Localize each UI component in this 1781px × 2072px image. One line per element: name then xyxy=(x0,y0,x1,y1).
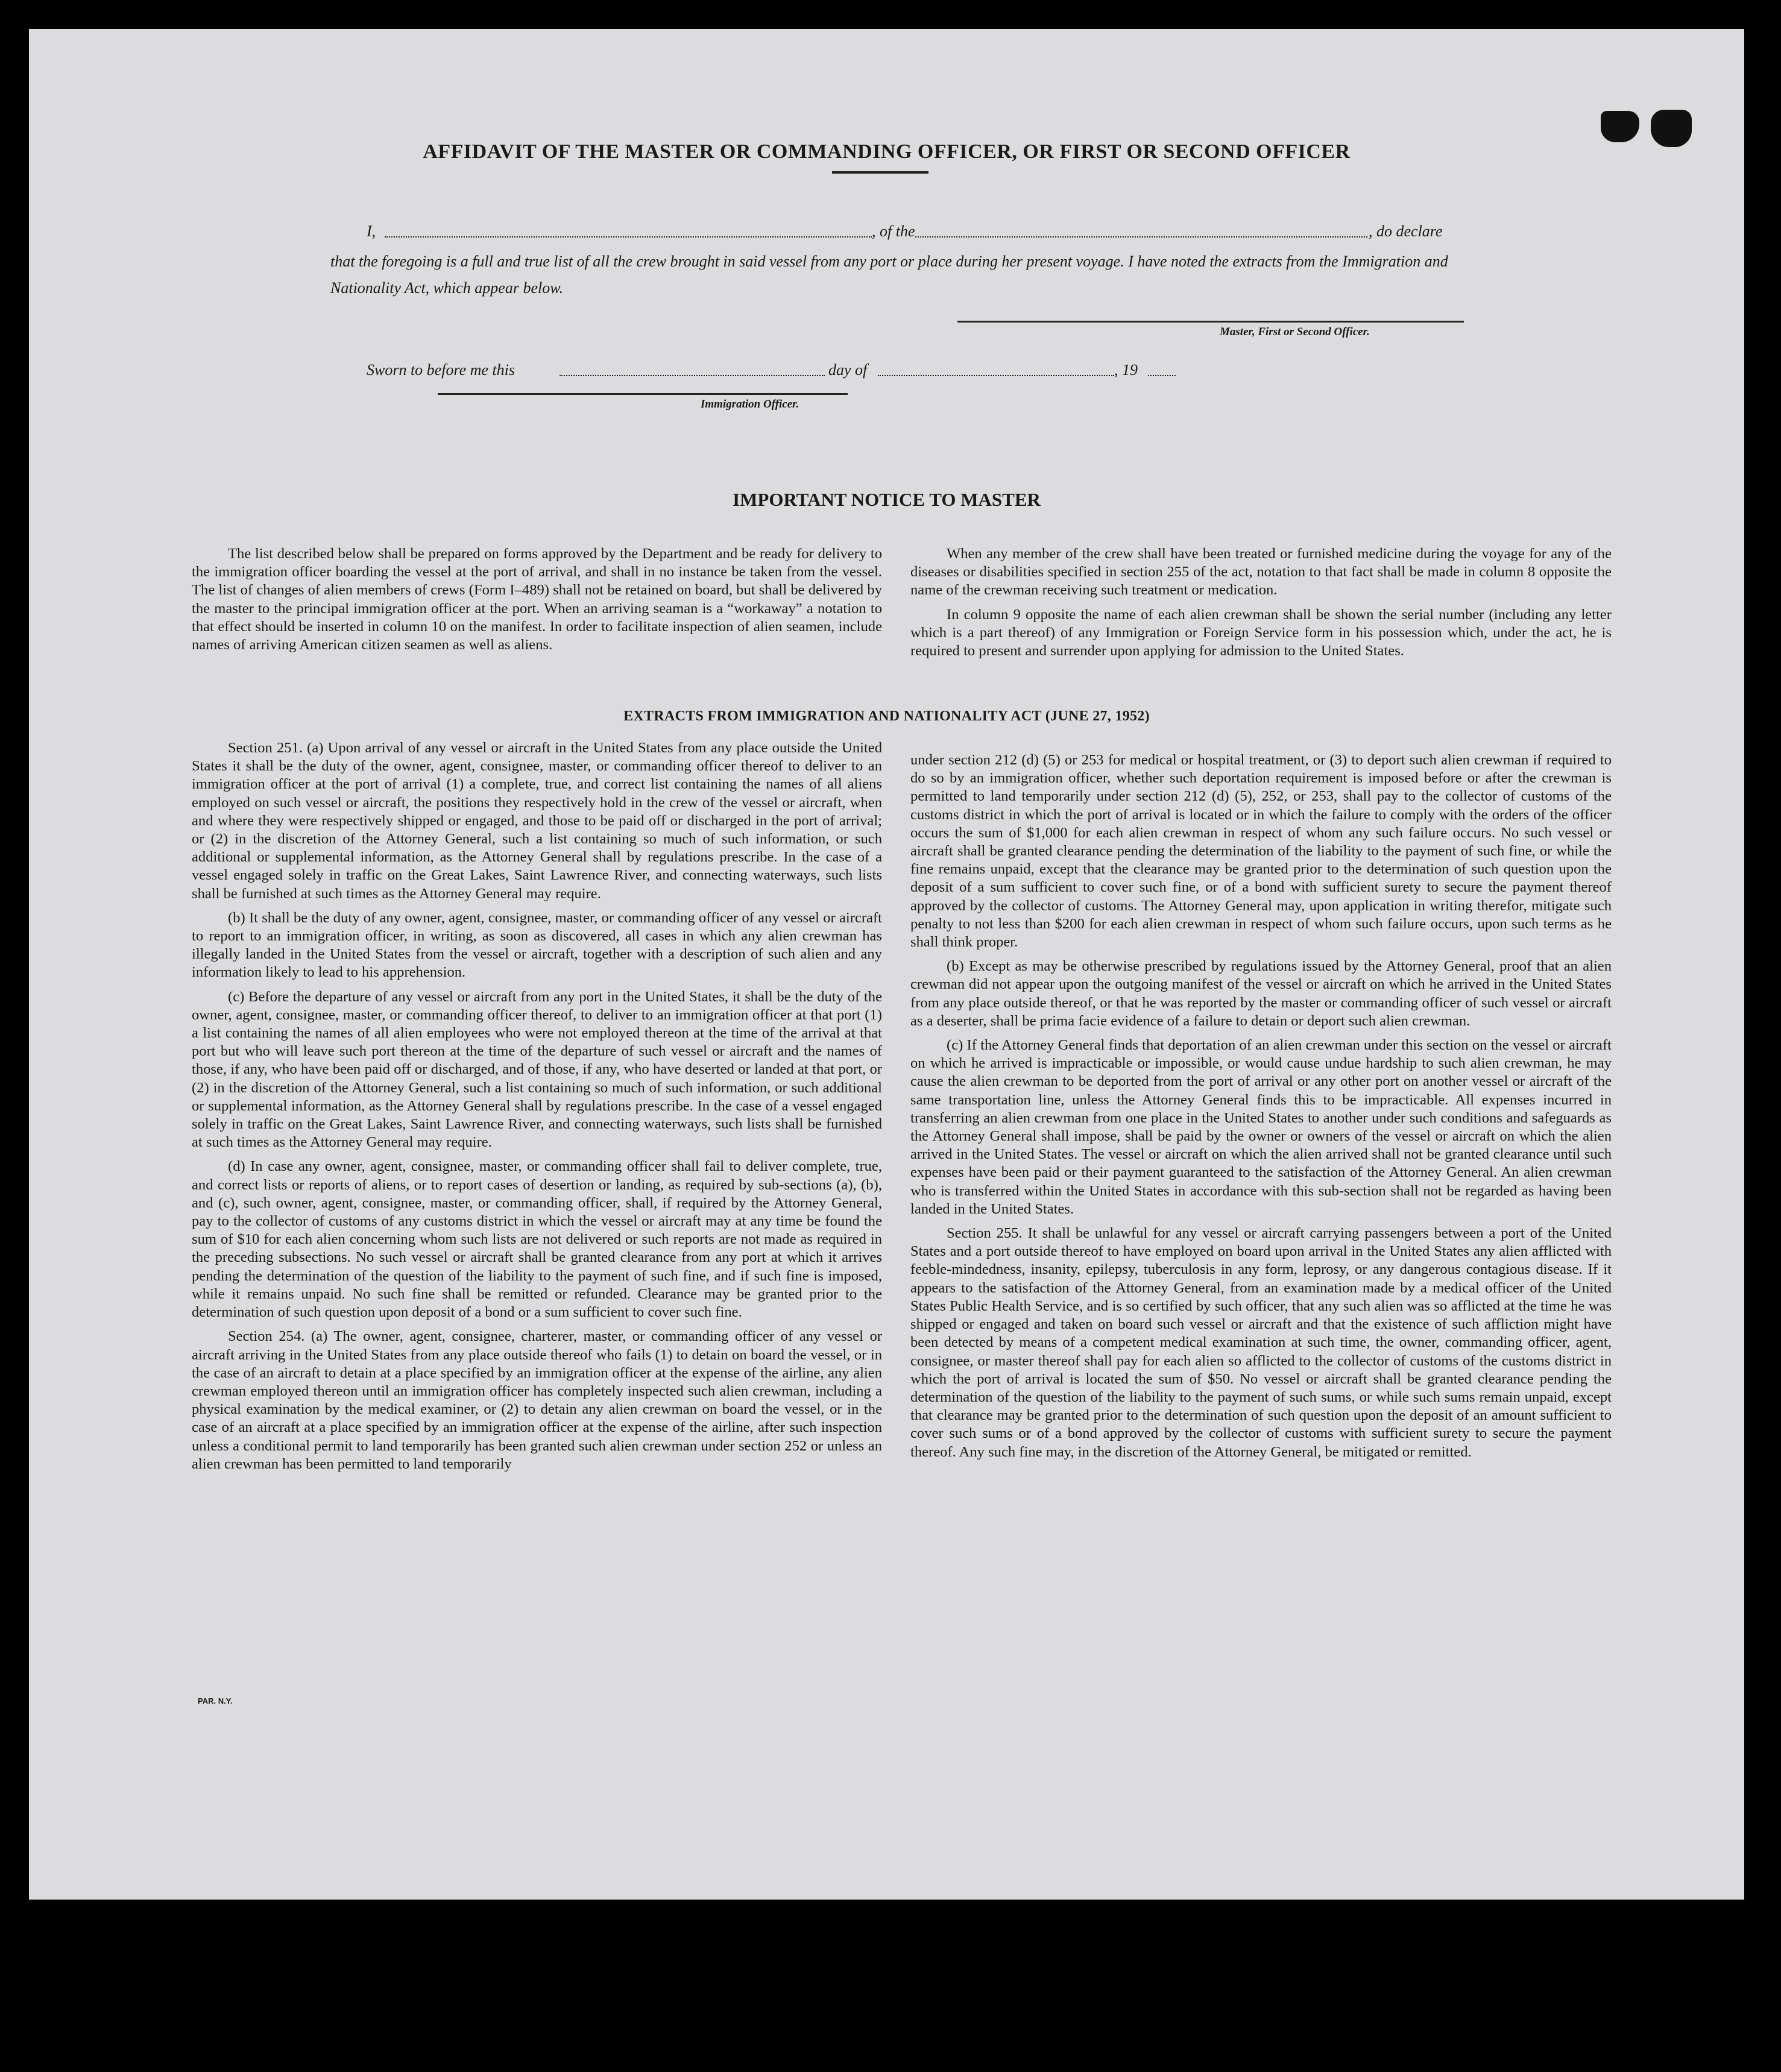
notice-paragraph: In column 9 opposite the name of each alien crewman shall be shown the serial number (including any letter which is a part thereof) of any Immigration or Foreign Service form in his possession which, under the act, he is required to present and surrender upon applying for admission to the United States. xyxy=(910,606,1612,660)
notice-left-column xyxy=(192,545,882,660)
name-blank[interactable] xyxy=(385,236,872,238)
notice-paragraph: When any member of the crew shall have been treated or furnished medicine during the voyage for any of the diseases or disabilities specified in section 255 of the act, notation to that fact shall be made in column 8 opposite the name of the crewman receiving such treatment or medication. xyxy=(910,546,1612,599)
declaration-do-declare-label: , do declare xyxy=(1369,222,1443,240)
notice-right-column xyxy=(910,545,1612,666)
document-page xyxy=(29,29,1744,1900)
officer-caption: Master, First or Second Officer. xyxy=(1220,326,1370,338)
section-paragraph: (b) It shall be the duty of any owner, agent, consignee, master, or commanding officer of any vessel or aircraft to report to an immigration officer, in writing, as soon as discovered, all cases in which any alien crewman has illegally landed in the United States from the vessel or aircraft, together with a description of such alien and any information likely to lead to his apprehension. xyxy=(192,909,882,981)
section-paragraph: under section 212 (d) (5) or 253 for medical or hospital treatment, or (3) to deport such alien crewman if required to do so by an immigration officer, whether such deportation requirement is imposed before or after the crewman is permitted to land temporarily under section 212 (d) (5), 252, or 253, shall pay to the collector of customs of the customs district in which the port of arrival is located or in which the failure to comply with the orders of the officer occurs the sum of $1,000 for each alien crewman in respect of whom any such failure occurs. No such vessel or aircraft shall be granted clearance pending the determination of the liability to the payment of such fine, or while the fine remains unpaid, except that the clearance may be granted prior to the determination of such question upon the deposit of a sum sufficient to cover such fine, or of a bond with sufficient surety to secure the payment thereof approved by the collector of customs. The Attorney General may, upon application in writing therefor, mitigate such penalty to not less than $200 for each alien crewman in respect of whom such failure occurs, upon such terms as he shall think proper. xyxy=(910,752,1612,951)
sworn-year-blank[interactable] xyxy=(1148,375,1176,376)
extracts-left-column xyxy=(192,739,882,1479)
extracts-title: EXTRACTS FROM IMMIGRATION AND NATIONALITY ACT (JUNE 27, 1952) xyxy=(623,708,1150,724)
sworn-label: Sworn to before me this xyxy=(367,361,515,379)
immigration-caption: Immigration Officer. xyxy=(701,398,799,411)
immigration-signature-line[interactable] xyxy=(438,393,848,395)
affidavit-title: AFFIDAVIT OF THE MASTER OR COMMANDING OFFICER, OR FIRST OR SECOND OFFICER xyxy=(423,140,1351,163)
section-paragraph: (c) Before the departure of any vessel or aircraft from any port in the United States, it shall be the duty of the owner, agent, consignee, master, or commanding officer thereof, to deliver to an immigration officer at that port (1) a list containing the names of all alien employees who were not employed thereon at the time of the arrival at that port but who will leave such port thereon at the time of the departure of such vessel or aircraft and the names of those, if any, who have been paid off or discharged, and of those, if any, who have deserted or landed at that port, or (2) in the discretion of the Attorney General, such a list containing so much of such information, or such additional or supplemental information, as the Attorney General shall by regulations prescribe. In the case of a vessel engaged solely in traffic on the Great Lakes, Saint Lawrence River, and connecting waterways, such lists shall be furnished at such times as the Attorney General may require. xyxy=(192,988,882,1151)
year-label: , 19 xyxy=(1114,361,1138,379)
punch-hole xyxy=(1601,111,1639,142)
section-paragraph: (b) Except as may be otherwise prescribed by regulations issued by the Attorney General, proof that an alien crewman did not appear upon the outgoing manifest of the vessel or aircraft on which he arrived in the United States from any place outside thereof, or that he was reported by the master or commanding officer of such vessel or aircraft as a deserter, shall be prima facie evidence of a failure to detain or deport such alien crewman. xyxy=(910,958,1612,1029)
notice-paragraph: The list described below shall be prepared on forms approved by the Department and be ready for delivery to the immigration officer boarding the vessel at the port of arrival, and shall in no instance be taken from the vessel. The list of changes of alien members of crews (Form I–489) shall not be retained on board, but shall be delivered by the master to the principal immigration officer at the port. When an arriving seaman is a “workaway” a notation to that effect should be inserted in column 10 on the manifest. In order to facilitate inspection of alien seamen, include names of arriving American citizen seamen as well as aliens. xyxy=(192,546,882,653)
declaration-text: that the foregoing is a full and true list of all the crew brought in said vessel from any port or place during her present voyage. I have noted the extracts from the Immigration and Nationality Act, which appear below. xyxy=(330,253,1448,297)
notice-title: IMPORTANT NOTICE TO MASTER xyxy=(733,489,1041,510)
vessel-blank[interactable] xyxy=(915,236,1367,238)
declaration-i-label: I, xyxy=(367,222,376,240)
declaration-of-the-label: , of the xyxy=(872,222,915,240)
section-paragraph: Section 255. It shall be unlawful for any vessel or aircraft carrying passengers between a port of the United States and a port outside thereof to have employed on board upon arrival in the United States any alien afflicted with feeble-mindedness, insanity, epilepsy, tuberculosis in any form, leprosy, or any dangerous contagious disease. If it appears to the satisfaction of the Attorney General, from an examination made by a medical officer of the United States Public Health Service, and is so certified by such officer, that any such alien was so afflicted at the time he was shipped or engaged and taken on board such vessel or aircraft and that the existence of such affliction might have been detected by means of a competent medical examination at such time, the owner, commanding officer, agent, consignee, or master thereof shall pay for each alien so afflicted to the collector of customs of the customs district in which the port of arrival is located the sum of $50. No vessel or aircraft shall be granted clearance pending the determination of the question of the liability to the payment of such sums, or while such sums remain unpaid, except that clearance may be granted prior to the determination of such question upon the deposit of an amount sufficient to cover such sums or of a bond approved by the collector of customs with sufficient surety to secure the payment thereof. Any such fine may, in the discretion of the Attorney General, be mitigated or remitted. xyxy=(910,1225,1612,1460)
sworn-day-blank[interactable] xyxy=(560,375,825,376)
day-of-label: day of xyxy=(828,361,868,379)
section-paragraph: Section 251. (a) Upon arrival of any vessel or aircraft in the United States from any place outside the United States it shall be the duty of the owner, agent, consignee, master, or commanding officer thereof to deliver to an immigration officer at the port of arrival (1) a complete, true, and correct list containing the names of all aliens employed on such vessel or aircraft, the positions they respectively hold in the crew of the vessel or aircraft, when and where they were respectively shipped or engaged, and those to be paid off or discharged in the port of arrival; or (2) in the discretion of the Attorney General, such a list containing so much of such information, or such additional or supplemental information, as the Attorney General shall by regulations prescribe. In the case of a vessel engaged solely in traffic on the Great Lakes, Saint Lawrence River, and connecting waterways, such lists shall be furnished at such times as the Attorney General may require. xyxy=(192,740,882,902)
section-paragraph: Section 254. (a) The owner, agent, consignee, charterer, master, or commanding officer of any vessel or aircraft arriving in the United States from any place outside thereof who fails (1) to detain on board the vessel, or in the case of an aircraft to detain at a place specified by an immigration officer at the expense of the airline, any alien crewman employed thereon until an immigration officer has completely inspected such alien crewman, including a physical examination by the medical examiner, or (2) to detain any alien crewman on board the vessel, or in the case of an aircraft at a place specified by an immigration officer at the expense of the airline, after such inspection unless a conditional permit to land temporarily has been granted such alien crewman under section 252 or unless an alien crewman has been permitted to land temporarily xyxy=(192,1328,882,1472)
printer-mark: PAR. N.Y. xyxy=(198,1696,233,1705)
sworn-month-blank[interactable] xyxy=(878,375,1114,376)
officer-signature-line[interactable] xyxy=(957,321,1464,323)
title-underline xyxy=(832,171,928,174)
section-paragraph: (c) If the Attorney General finds that deportation of an alien crewman under this section on the vessel or aircraft on which he arrived is impracticable or impossible, or would cause undue hardship to such alien crewman, he may cause the alien crewman to be deported from the port of arrival or any other port on another vessel or aircraft of the same transportation line, unless the Attorney General finds this to be impracticable. All expenses incurred in transferring an alien crewman from one place in the United States to another under such conditions and safeguards as the Attorney General shall impose, shall be paid by the owner or owners of the vessel or aircraft on which the alien arrived in the United States. The vessel or aircraft on which the alien arrived shall not be granted clearance until such expenses have been paid or their payment guaranteed to the satisfaction of the Attorney General. An alien crewman who is transferred within the United States in accordance with this sub-section shall not be regarded as having been landed in the United States. xyxy=(910,1037,1612,1217)
section-paragraph: (d) In case any owner, agent, consignee, master, or commanding officer shall fail to deliver complete, true, and correct lists or reports of aliens, or to report cases of desertion or landing, as required by sub-sections (a), (b), and (c), such owner, agent, consignee, master, or commanding officer, shall, if required by the Attorney General, pay to the collector of customs of any customs district in which the vessel or aircraft may at any time be found the sum of $10 for each alien concerning whom such lists are not delivered or such reports are not made as required in the preceding subsections. No such vessel or aircraft shall be granted clearance from any port at which it arrives pending the determination of the question of the liability to the payment of such fine, and if such fine is imposed, while it remains unpaid. No such fine shall be remitted or refunded. Clearance may be granted prior to the determination of such question upon deposit of a bond or a sum sufficient to cover such fine. xyxy=(192,1158,882,1321)
extracts-right-column xyxy=(910,751,1612,1467)
